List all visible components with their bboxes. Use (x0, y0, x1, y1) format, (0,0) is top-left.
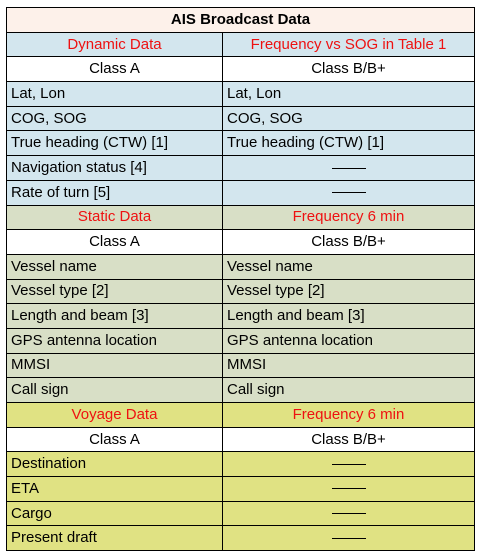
table-row (7, 477, 475, 502)
class-a-field: Present draft (7, 526, 223, 551)
class-a-field: Navigation status [4] (7, 156, 223, 181)
table-row (7, 82, 475, 107)
class-b-field: Call sign (223, 378, 475, 403)
not-applicable-dash (332, 464, 366, 465)
voyage-class-row (7, 427, 475, 452)
class-b-field: GPS antenna location (223, 328, 475, 353)
table-row (7, 353, 475, 378)
dynamic-class-row (7, 57, 475, 82)
class-b-field (223, 477, 475, 502)
dynamic-frequency: Frequency vs SOG in Table 1 (223, 32, 475, 57)
class-b-label: Class B/B+ (223, 230, 475, 255)
table-row (7, 279, 475, 304)
table-row (7, 180, 475, 205)
not-applicable-dash (332, 538, 366, 539)
not-applicable-dash (332, 488, 366, 489)
dynamic-header-row (7, 32, 475, 57)
class-a-field: Vessel type [2] (7, 279, 223, 304)
dynamic-section-title: Dynamic Data (7, 32, 223, 57)
static-section-title: Static Data (7, 205, 223, 230)
class-a-label: Class A (7, 427, 223, 452)
class-a-label: Class A (7, 230, 223, 255)
class-a-field: True heading (CTW) [1] (7, 131, 223, 156)
class-b-label: Class B/B+ (223, 427, 475, 452)
class-b-field: Vessel name (223, 254, 475, 279)
class-b-field: COG, SOG (223, 106, 475, 131)
class-b-field (223, 156, 475, 181)
class-a-field: Destination (7, 452, 223, 477)
class-b-field: Vessel type [2] (223, 279, 475, 304)
class-b-field (223, 501, 475, 526)
not-applicable-dash (332, 168, 366, 169)
table-row (7, 452, 475, 477)
voyage-frequency: Frequency 6 min (223, 403, 475, 428)
class-b-field: Length and beam [3] (223, 304, 475, 329)
class-a-field: Cargo (7, 501, 223, 526)
table-row (7, 254, 475, 279)
static-header-row (7, 205, 475, 230)
class-a-field: GPS antenna location (7, 328, 223, 353)
class-a-field: COG, SOG (7, 106, 223, 131)
class-b-field (223, 180, 475, 205)
ais-broadcast-table (6, 7, 475, 551)
not-applicable-dash (332, 513, 366, 514)
voyage-section-title: Voyage Data (7, 403, 223, 428)
class-a-field: Lat, Lon (7, 82, 223, 107)
static-frequency: Frequency 6 min (223, 205, 475, 230)
class-b-label: Class B/B+ (223, 57, 475, 82)
table-row (7, 526, 475, 551)
class-a-field: ETA (7, 477, 223, 502)
class-b-field: Lat, Lon (223, 82, 475, 107)
table-row (7, 304, 475, 329)
class-a-field: Call sign (7, 378, 223, 403)
table-title: AIS Broadcast Data (7, 8, 475, 33)
table-row (7, 131, 475, 156)
class-b-field (223, 526, 475, 551)
class-b-field: True heading (CTW) [1] (223, 131, 475, 156)
class-b-field (223, 452, 475, 477)
voyage-header-row (7, 403, 475, 428)
title-row (7, 8, 475, 33)
table-row (7, 328, 475, 353)
table-row (7, 378, 475, 403)
static-class-row (7, 230, 475, 255)
not-applicable-dash (332, 192, 366, 193)
class-a-field: Vessel name (7, 254, 223, 279)
class-a-field: Length and beam [3] (7, 304, 223, 329)
table-row (7, 106, 475, 131)
class-a-field: MMSI (7, 353, 223, 378)
table-row (7, 156, 475, 181)
table-row (7, 501, 475, 526)
class-a-label: Class A (7, 57, 223, 82)
class-b-field: MMSI (223, 353, 475, 378)
class-a-field: Rate of turn [5] (7, 180, 223, 205)
